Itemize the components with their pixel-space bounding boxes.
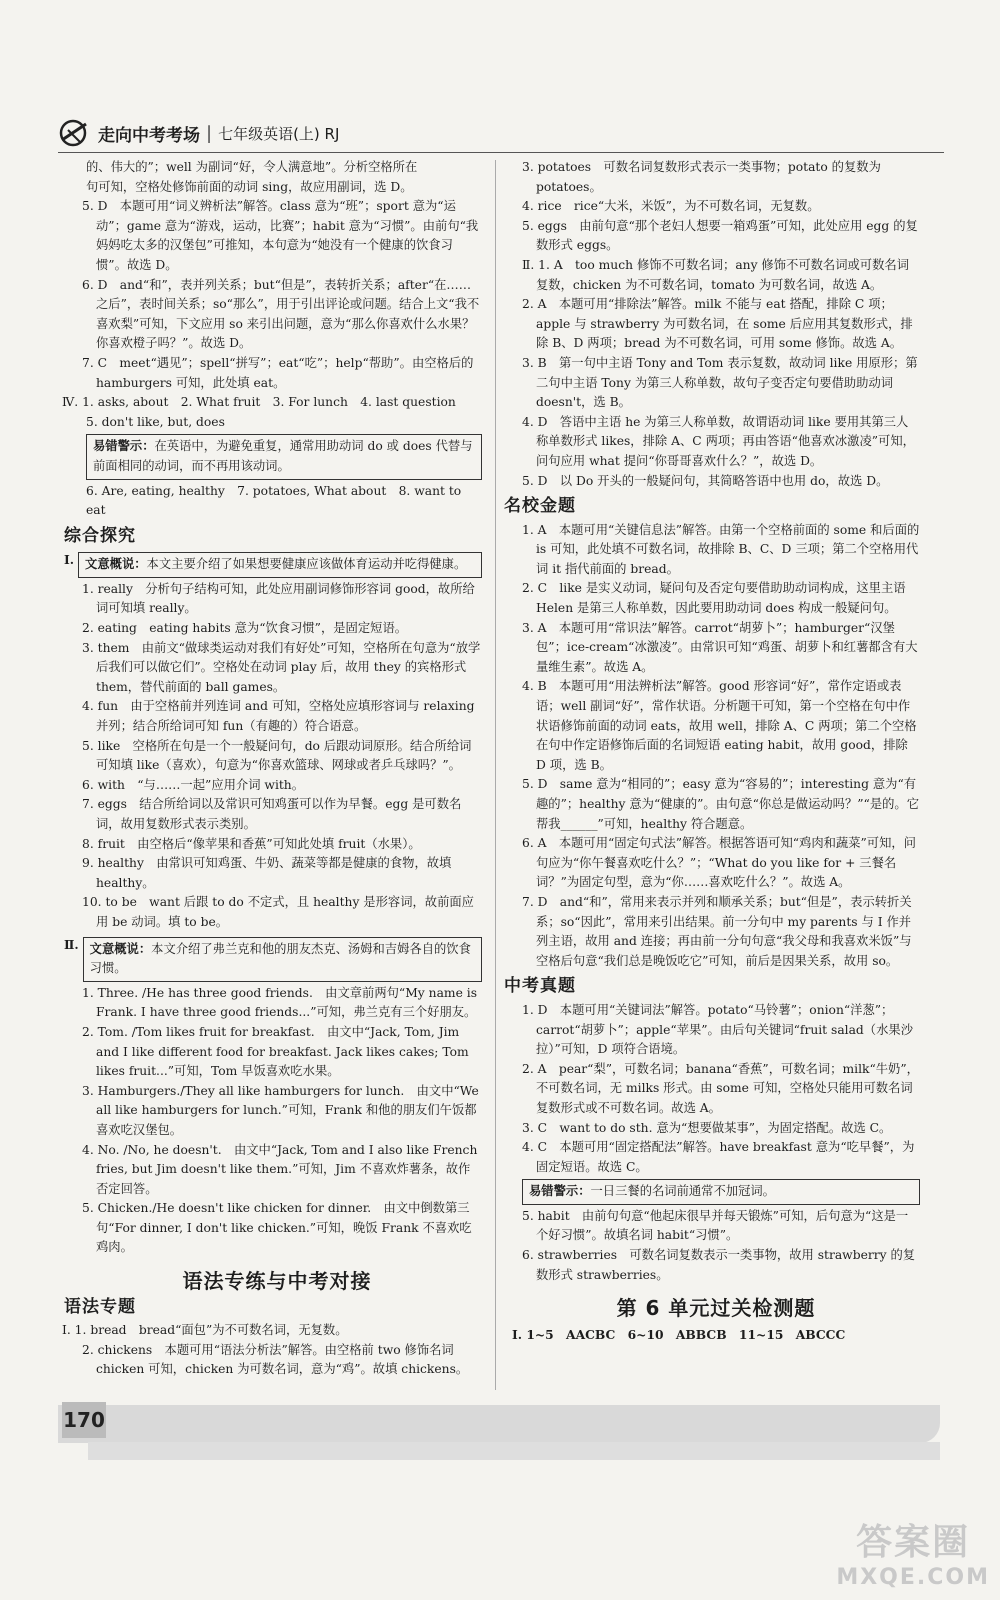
answer-line: Ⅰ. 1~5 AACBC 6~10 ABBCB 11~15 ABCCC [512,1326,846,1342]
footer-stripe [88,1442,940,1460]
answer-item: 1. really 分析句子结构可知，此处应用副词修饰形容词 good，故所给词可知填 really。 [82,581,475,616]
watermark-url: MXQE.COM [836,1565,990,1590]
summary-box [78,552,482,578]
answer-item: 4. fun 由于空格前并列连词 and 可知，空格处应填形容词与 relaxing 并列；结合所给词可知 fun（有趣的）符合语意。 [82,699,475,734]
footer-bar [58,1405,940,1443]
section-heading-large: 第 6 单元过关检测题 [616,1296,816,1321]
page-header [58,118,938,148]
left-column [62,158,482,1380]
answer-item: 5. habit 由前句句意“他起床很早并每天锻炼”可知，后句意为“这是一个好习惯”。故填名词 habit“习惯”。 [522,1208,909,1243]
text-line: 句可知，空格处修饰前面的动词 sing，故应用副词，选 D。 [86,179,413,194]
answer-line: 5. don't like, but, does [86,414,225,429]
header-separator: | [206,122,213,144]
logo-icon [58,118,92,148]
answer-item: 7. C meet“遇见”；spell“拼写”；eat“吃”；help“帮助”。由空格后的 hamburgers 可知，此处填 eat。 [82,355,474,390]
answer-item: 5. like 空格所在句是一个一般疑问句，do 后跟动词原形。结合所给词可知填 like（喜欢），句意为“你喜欢篮球、网球或者乒乓球吗？”。 [82,738,472,773]
watermark-title: 答案圈 [856,1522,971,1563]
answer-item: 2. Tom. /Tom likes fruit for breakfast. 由文中“Jack, Tom, Jim and I like different food for breakfast. Jack likes cakes; Tom likes fruit...”可知，Tom 早饭喜欢吃水果。 [82,1024,469,1079]
answer-item: 9. healthy 由常识可知鸡蛋、牛奶、蔬菜等都是健康的食物，故填 healthy。 [82,856,452,890]
answer-item: 6. strawberries 可数名词复数表示一类事物，故用 strawberry 的复数形式 strawberries。 [522,1248,916,1282]
roman-numeral: Ⅱ. [64,936,79,952]
answer-item: 5. Chicken./He doesn't like chicken for dinner. 由文中倒数第三句“For dinner, I don't like chicken.”可知，晚饭 Frank 不喜欢吃鸡肉。 [82,1201,472,1255]
answer-item: 10. to be want 后跟 to do 不定式，且 healthy 是形容词，故前面应用 be 动词。填 to be。 [82,895,474,929]
answer-item: 5. eggs 由前句意“那个老妇人想要一箱鸡蛋”可知，此处应用 egg 的复数形式 eggs。 [522,218,918,253]
summary-text: 本文主要介绍了如果想要健康应该做体育运动并吃得健康。 [146,557,467,572]
answer-item: 1. Three. /He has three good friends. 由文章前两句“My name is Frank. I have three good friends...”可知，弗兰克有三个好朋友。 [82,985,478,1020]
section-heading: 综合探究 [64,525,136,546]
answer-item: 3. C want to do sth. 意为“想要做某事”，为固定搭配。故选 C。 [522,1120,892,1135]
section-heading: 语法专题 [64,1296,136,1317]
answer-item: 6. A 本题可用“固定句式法”解答。根据答语可知“鸡肉和蔬菜”可知，问句应为“你午餐喜欢吃什么？”；“What do you like for + 三餐名词？”为固定句型，意为“你……喜欢吃什么？”。故选 A。 [522,836,916,890]
answer-item: 2. A pear“梨”，可数名词；banana“香蕉”，可数名词；milk“牛奶”，不可数名词，无 milks 形式。由 some 可知，空格处只能用可数名词复数形式或不可数名词。故选 A。 [522,1061,919,1115]
answer-item: 2. C like 是实义动词，疑问句及否定句要借助助动词构成，这里主语 Helen 是第三人称单数，因此要用助动词 does 构成一般疑问句。 [522,581,906,616]
answer-item: 3. potatoes 可数名词复数形式表示一类事物；potato 的复数为 potatoes。 [522,160,881,194]
answer-item: 5. D same 意为“相同的”；easy 意为“容易的”；interesting 意为“有趣的”；healthy 意为“健康的”。由句意“你总是做运动吗？”“是的。它帮我______”可知，healthy 符合题意。 [522,777,920,831]
answer-item: 3. A 本题可用“常识法”解答。carrot“胡萝卜”；hamburger“汉堡包”；ice-cream“冰激凌”。由常识可知“鸡蛋、胡萝卜和红薯都含有大量维生素”。故选 A。 [522,620,918,674]
section-heading: 中考真题 [504,976,576,997]
text-line: 的、伟大的”；well 为副词“好，令人满意地”。分析空格所在 [86,160,418,174]
answer-item: 3. B 第一句中主语 Tony and Tom 表示复数，故动词 like 用原形；第二句中主语 Tony 为第三人称单数，故句子变否定句要借助助动词 doesn't，选 B。 [522,355,918,410]
answer-item: 4. B 本题可用“用法辨析法”解答。good 形容词“好”，常作定语或表语；well 副词“好”，常作状语。分析题干可知，第一个空格在句中作状语修饰前面的动词 eats，故用 well，排除 A、C 两项；第二个空格在句中作定语修饰后面的名词短语 eating habit，故用 good，排除 D 项，选 B。 [522,679,917,772]
warning-text: 在英语中，为避免重复，通常用助动词 do 或 does 代替与前面相同的动词，而不再用该动词。 [93,439,473,473]
watermark [836,1514,990,1590]
summary-label: 文意概说： [89,941,152,956]
answer-item: 3. them 由前文“做球类运动对我们有好处”可知，空格所在句意为“放学后我们可以做它们”。空格处在动词 play 后，故用 they 的宾格形式 them，替代前面的 ball games。 [82,640,481,694]
summary-row [64,550,482,580]
page-number: 170 [62,1402,106,1438]
answer-item: 4. D 答语中主语 he 为第三人称单数，故谓语动词 like 要用其第三人称单数形式 likes，排除 A、C 两项；再由答语“他喜欢冰激凌”可知，问句应用 what 提问“你哥哥喜欢什么？”，故选 D。 [522,414,915,468]
answer-item: 6. D and“和”，表并列关系；but“但是”，表转折关系；after“在……之后”，表时间关系；so“那么”，用于引出评论或问题。结合上文“我不喜欢梨”可知，下文应用 so 来引出问题，意为“那么你喜欢什么水果？你喜欢橙子吗？”。故选 D。 [82,277,480,351]
roman-numeral: Ⅰ. [64,552,75,568]
answer-item: 7. eggs 结合所给词以及常识可知鸡蛋可以作为早餐。egg 是可数名词，故用复数形式表示类别。 [82,797,462,831]
answer-line: 6. Are, eating, healthy 7. potatoes, What about 8. want to eat [86,483,462,518]
answer-line: Ⅰ. 1. bread bread“面包”为不可数名词，无复数。 [62,1323,348,1338]
answer-item: 4. No. /No, he doesn't. 由文中“Jack, Tom and I also like French fries, but Jim doesn't like them.”可知，Jim 不喜欢炸薯条，故作否定回答。 [82,1142,478,1196]
section-heading-large: 语法专练与中考对接 [182,1269,372,1294]
column-divider [495,160,496,1390]
answer-item: 2. eating eating habits 意为“饮食习惯”，是固定短语。 [82,621,408,636]
warning-box [86,434,482,479]
warning-label: 易错警示： [529,1184,591,1199]
answer-item: 3. Hamburgers./They all like hamburgers for lunch. 由文中“We all like hamburgers for lunch.”可知，Frank 和他的朋友们午饭都喜欢吃汉堡包。 [82,1083,479,1137]
summary-box [83,937,482,982]
answer-item: 1. D 本题可用“关键词法”解答。potato“马铃薯”；onion“洋葱”；carrot“胡萝卜”；apple“苹果”。由后句关键词“fruit salad（水果沙拉）”可知，D 项符合语境。 [522,1002,913,1057]
answer-item: 2. chickens 本题可用“语法分析法”解答。由空格前 two 修饰名词 chicken 可知，chicken 为可数名词，意为“鸡”。故填 chickens。 [82,1342,469,1377]
warning-text: 一日三餐的名词前通常不加冠词。 [590,1184,775,1199]
answer-item: 7. D and“和”，常用来表示并列和顺承关系；but“但是”，表示转折关系；so“因此”，常用来引出结果。前一分句中 my parents 与 I 作并列主语，故用 and 连接；再由前一分句句意“我父母和我喜欢米饭”与空格后句意“我们总是晚饭吃它”可知，前后是因果关系，故用 so。 [522,894,912,968]
section-heading: 名校金题 [504,496,576,517]
answer-item: 8. fruit 由空格后“像苹果和香蕉”可知此处填 fruit（水果）。 [82,836,421,851]
right-column [504,158,920,1344]
answer-item: 6. with “与……一起”应用介词 with。 [82,777,305,792]
answer-item: 1. A 本题可用“关键信息法”解答。由第一个空格前面的 some 和后面的 is 可知，此处填不可数名词，故排除 B、C、D 三项；第二个空格用代词 it 指代前面的 bread。 [522,522,920,576]
answer-item: 5. D 本题可用“词义辨析法”解答。class 意为“班”；sport 意为“运动”；game 意为“游戏，运动，比赛”；habit 意为“习惯”。由前句“我妈妈吃太多的汉堡包”可推知，本句意为“她没有一个健康的饮食习惯”。故选 D。 [82,199,479,272]
warning-label: 易错警示： [93,439,155,454]
answer-item: 4. C 本题可用“固定搭配法”解答。have breakfast 意为“吃早餐”，为固定短语。故选 C。 [522,1140,915,1174]
answer-line: Ⅳ. 1. asks, about 2. What fruit 3. For lunch 4. last question [62,395,456,410]
answer-item: 5. D 以 Do 开头的一般疑问句，其简略答语中也用 do，故选 D。 [522,473,889,488]
summary-row [64,935,482,984]
summary-text: 本文介绍了弗兰克和他的朋友杰克、汤姆和吉姆各自的饮食习惯。 [89,941,471,976]
subject-label: 七年级英语(上) RJ [218,124,340,143]
header-rule [58,152,944,153]
answer-item: 4. rice rice“大米，米饭”，为不可数名词，无复数。 [522,199,820,214]
warning-box [522,1179,920,1205]
summary-label: 文意概说： [85,557,147,572]
answer-item: Ⅱ. 1. A too much 修饰不可数名词；any 修饰不可数名词或可数名词复数，chicken 为不可数名词，tomato 为可数名词，故选 A。 [522,257,909,292]
brand-title: 走向中考考场 [98,125,200,146]
answer-item: 2. A 本题可用“排除法”解答。milk 不能与 eat 搭配，排除 C 项；apple 与 strawberry 为可数名词，在 some 后应用其复数形式，排除 B、D 两项；bread 为不可数名词，可用 some 修饰。故选 A。 [522,297,913,351]
